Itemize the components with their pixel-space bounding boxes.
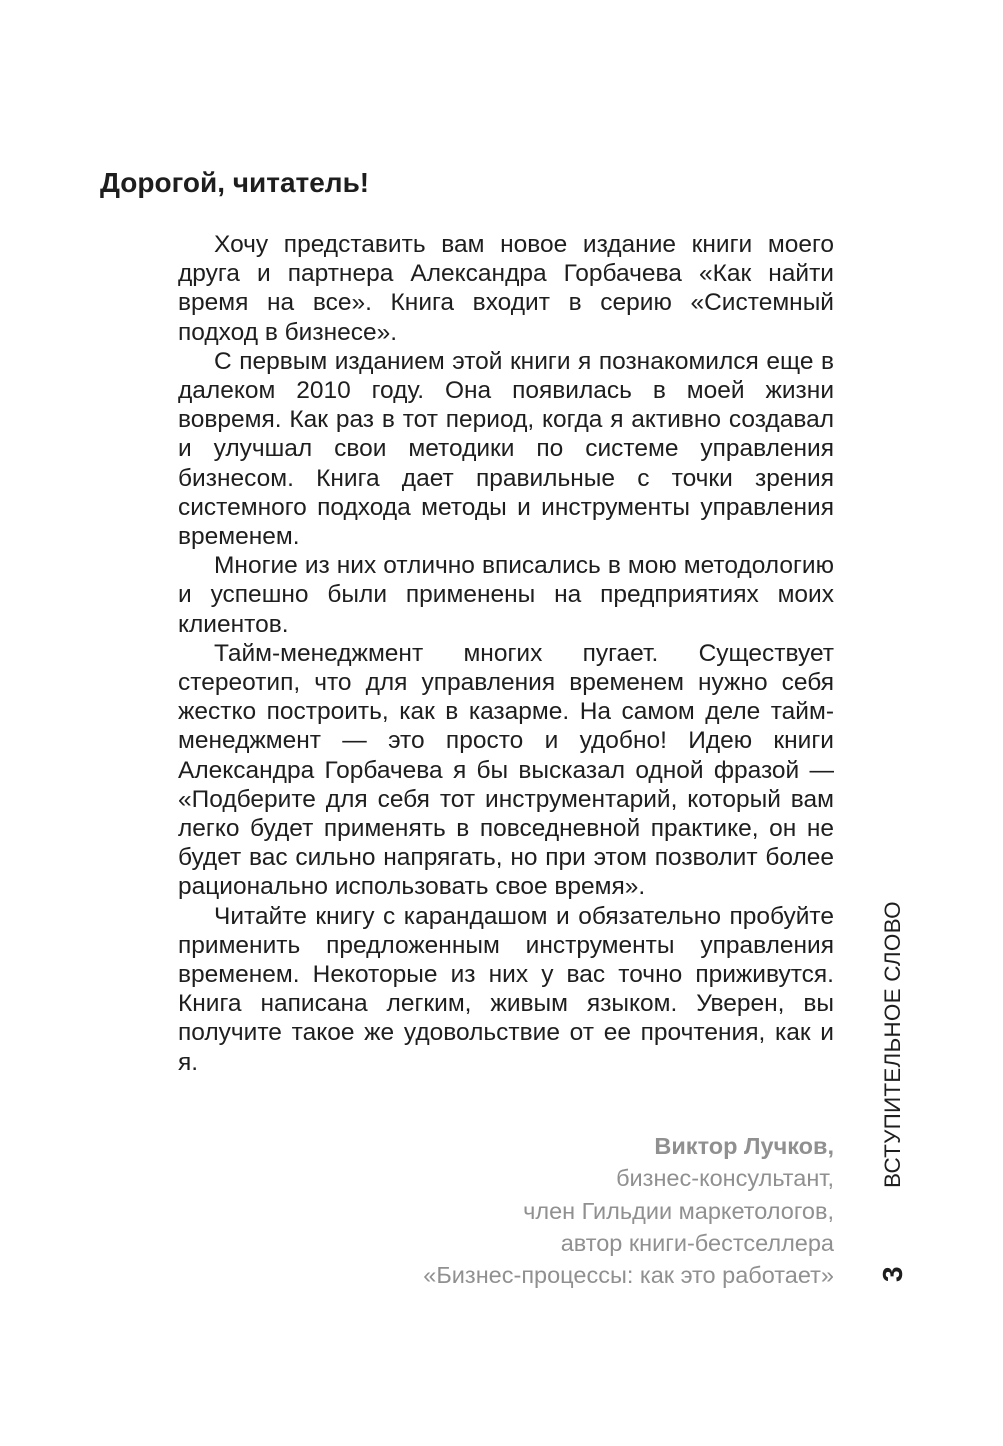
paragraph-3: Многие из них отлично вписались в мою методологию и успешно были применены на предприятиях моих клиентов. bbox=[178, 552, 834, 638]
letter-body bbox=[178, 230, 834, 1077]
signature-name: Виктор Лучков, bbox=[654, 1133, 834, 1159]
signature-book-title: «Бизнес-процессы: как это работает» bbox=[423, 1262, 834, 1289]
page-number: 3 bbox=[877, 1266, 908, 1282]
section-title-vertical: ВСТУПИТЕЛЬНОЕ СЛОВО bbox=[880, 901, 905, 1188]
signature-author-note: автор книги-бестселлера bbox=[560, 1229, 834, 1256]
page-title: Дорогой, читатель! bbox=[100, 167, 370, 198]
paragraph-1: Хочу представить вам новое издание книги моего друга и партнера Александра Горбачева «Как найти время на все». Книга входит в серию «Системный подход в бизнесе». bbox=[178, 231, 834, 346]
signature-membership: член Гильдии маркетологов, bbox=[523, 1197, 834, 1224]
paragraph-2: С первым изданием этой книги я познакомился еще в далеком 2010 году. Она появилась в моей жизни вовремя. Как раз в тот период, когда я активно создавал и улучшал свои методики по системе управления бизнесом. Книга дает правильные с точки зрения системного подхода методы и инструменты управления временем. bbox=[178, 347, 834, 551]
author-signature bbox=[423, 1130, 834, 1291]
paragraph-4: Тайм-менеджмент многих пугает. Существует стереотип, что для управления временем нужно себя жестко построить, как в казарме. На самом деле тайм-менеджмент — это просто и удобно! Идею книги Александра Горбачева я бы высказал одной фразой — «Подберите для себя тот инструментарий, который вам легко будет применять в повседневной практике, он не будет вас сильно напрягать, но при этом позволит более рационально использовать свое время». bbox=[178, 639, 834, 901]
signature-role: бизнес-консультант, bbox=[616, 1165, 834, 1192]
paragraph-5: Читайте книгу с карандашом и обязательно пробуйте применить предложенным инструменты управления временем. Некоторые из них у вас точно приживутся. Книга написана легким, живым языком. Уверен, вы получите такое же удовольствие от ее прочтения, как и я. bbox=[178, 902, 834, 1076]
